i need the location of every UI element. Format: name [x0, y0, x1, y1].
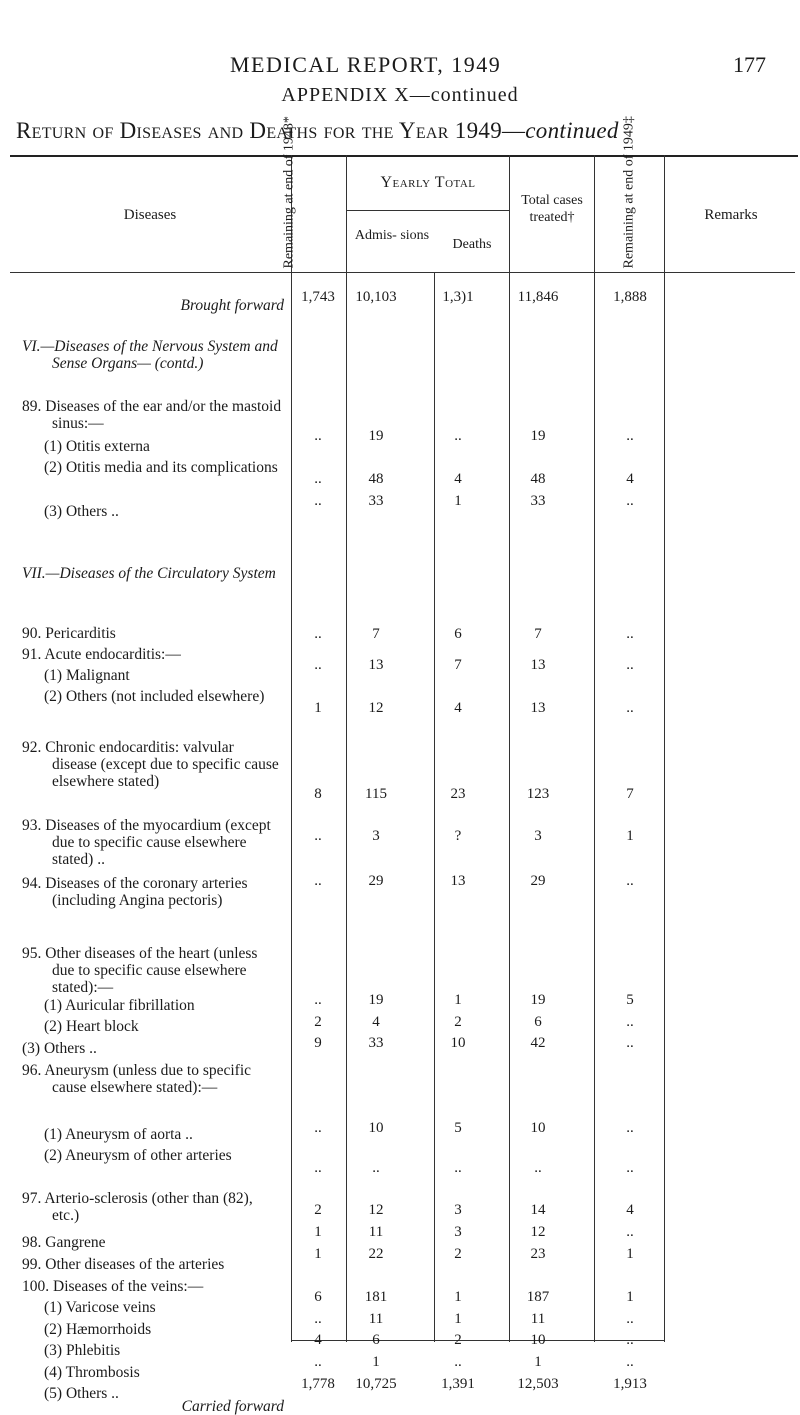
cell-adm: 115 [365, 786, 387, 802]
cell-total: 6 [534, 1014, 542, 1030]
cell-rem49: .. [626, 493, 634, 509]
cell-deaths: .. [454, 428, 462, 444]
cell-rem48: .. [314, 428, 322, 444]
cell-rem49: 1 [626, 1289, 634, 1305]
table-title: Return of Diseases and Deaths for the Year 1949—continued [16, 118, 619, 143]
cell-total: 14 [530, 1202, 546, 1218]
row-label: VI.—Diseases of the Nervous System and Sense Organs— (contd.) [22, 338, 278, 372]
row-label: VII.—Diseases of the Circulatory System [22, 565, 276, 582]
cell-rem48: 6 [314, 1289, 322, 1305]
cell-total: 19 [530, 428, 546, 444]
cell-rem48: 4 [314, 1332, 322, 1348]
cell-rem48: .. [314, 1311, 322, 1327]
cell-rem49: .. [626, 1035, 634, 1051]
row-label: (3) Phlebitis [44, 1342, 121, 1359]
cell-total: 13 [530, 657, 546, 673]
cell-deaths: .. [454, 1160, 462, 1176]
cell-deaths: 2 [454, 1246, 462, 1262]
cell-adm: .. [372, 1160, 380, 1176]
row-label: (3) Others .. [44, 503, 119, 520]
cell-rem49: 5 [626, 992, 634, 1008]
cell-rem49: 1,913 [613, 1376, 647, 1392]
cell-total: .. [534, 1160, 542, 1176]
cell-adm: 11 [368, 1224, 384, 1240]
cell-total: 29 [530, 873, 546, 889]
cell-total: 11,846 [517, 289, 559, 305]
cell-deaths: 2 [454, 1332, 462, 1348]
col-yearly-total: Yearly Total [380, 174, 476, 191]
row-label: (2) Others (not included elsewhere) [44, 688, 265, 705]
cell-rem48: .. [314, 471, 322, 487]
row-label: 92. Chronic endocarditis: valvular disease (except due to specific cause elsewhere stated) [22, 739, 279, 790]
cell-deaths: 23 [450, 786, 466, 802]
col-diseases: Diseases [123, 207, 177, 223]
col-remarks: Remarks [704, 207, 758, 223]
cell-rem48: 2 [314, 1202, 322, 1218]
row-label: Carried forward [181, 1398, 284, 1415]
cell-rem49: .. [626, 700, 634, 716]
cell-rem48: 1 [314, 1224, 322, 1240]
cell-rem48: 2 [314, 1014, 322, 1030]
cell-rem48: 9 [314, 1035, 322, 1051]
cell-total: 48 [530, 471, 546, 487]
row-label: 100. Diseases of the veins:— [22, 1278, 204, 1295]
cell-rem48: 8 [314, 786, 322, 802]
cell-rem49: .. [626, 657, 634, 673]
cell-rem49: .. [626, 626, 634, 642]
cell-deaths: 1,3)1 [442, 289, 474, 305]
cell-adm: 29 [368, 873, 384, 889]
cell-deaths: 2 [454, 1014, 462, 1030]
row-label: 96. Aneurysm (unless due to specific cause elsewhere stated):— [22, 1062, 252, 1096]
row-label: 90. Pericarditis [22, 625, 116, 642]
cell-total: 10 [530, 1120, 546, 1136]
cell-rem48: .. [314, 626, 322, 642]
cell-adm: 12 [368, 1202, 384, 1218]
cell-deaths: 5 [454, 1120, 462, 1136]
cell-adm: 11 [368, 1311, 384, 1327]
cell-adm: 33 [368, 493, 384, 509]
cell-total: 10 [530, 1332, 546, 1348]
cell-rem49: 4 [626, 1202, 634, 1218]
cell-adm: 10 [368, 1120, 384, 1136]
cell-adm: 33 [368, 1035, 384, 1051]
cell-adm: 22 [368, 1246, 384, 1262]
cell-rem48: .. [314, 1354, 322, 1370]
row-label: (1) Varicose veins [44, 1299, 156, 1316]
row-label: 97. Arterio-sclerosis (other than (82), etc.) [22, 1190, 253, 1224]
cell-adm: 12 [368, 700, 384, 716]
cell-deaths: 1 [454, 493, 462, 509]
cell-total: 19 [530, 992, 546, 1008]
cell-deaths: 1 [454, 1289, 462, 1305]
cell-total: 13 [530, 700, 546, 716]
cell-adm: 19 [368, 992, 384, 1008]
cell-adm: 48 [368, 471, 384, 487]
cell-deaths: 6 [454, 626, 462, 642]
cell-rem49: .. [626, 1160, 634, 1176]
cell-total: 23 [530, 1246, 546, 1262]
cell-deaths: 1 [454, 992, 462, 1008]
cell-rem48: .. [314, 873, 322, 889]
row-label: Brought forward [180, 297, 284, 314]
cell-rem49: .. [626, 1014, 634, 1030]
row-label: (1) Auricular fibrillation [44, 997, 195, 1014]
cell-adm: 1 [372, 1354, 380, 1370]
cell-deaths: 3 [454, 1224, 462, 1240]
cell-adm: 13 [368, 657, 384, 673]
cell-rem49: .. [626, 1332, 634, 1348]
row-label: 95. Other diseases of the heart (unless due to specific cause elsewhere stated):— [22, 945, 258, 996]
cell-rem49: 7 [626, 786, 634, 802]
row-label: (2) Heart block [44, 1018, 139, 1035]
cell-total: 3 [534, 828, 542, 844]
cell-rem48: 1 [314, 700, 322, 716]
cell-adm: 7 [372, 626, 380, 642]
row-label: (1) Otitis externa [44, 438, 150, 455]
cell-rem48: .. [314, 657, 322, 673]
col-remaining-1949: Remaining at end of 1949‡ [621, 116, 637, 269]
page-number: 177 [733, 52, 766, 77]
cell-rem49: 1 [626, 1246, 634, 1262]
row-label: (1) Aneurysm of aorta .. [44, 1126, 193, 1143]
cell-rem49: .. [626, 428, 634, 444]
cell-deaths: ? [454, 828, 462, 844]
cell-total: 12 [530, 1224, 546, 1240]
row-label: (2) Otitis media and its complications [44, 459, 278, 476]
appendix-title: APPENDIX X—continued [281, 84, 519, 106]
row-label: (5) Others .. [44, 1385, 119, 1402]
header-bottom-rule [10, 272, 795, 273]
row-label: 93. Diseases of the myocardium (except due to specific cause elsewhere stated) .. [22, 817, 271, 868]
cell-rem49: .. [626, 1120, 634, 1136]
cell-rem49: .. [626, 873, 634, 889]
cell-deaths: 7 [454, 657, 462, 673]
row-label: 98. Gangrene [22, 1234, 106, 1251]
cell-total: 7 [534, 626, 542, 642]
cell-rem48: .. [314, 1120, 322, 1136]
table-top-rule [10, 155, 798, 157]
cell-rem49: .. [626, 1354, 634, 1370]
cell-rem48: 1 [314, 1246, 322, 1262]
row-label: (2) Hæmorrhoids [44, 1321, 152, 1338]
col-deaths: Deaths [452, 237, 492, 252]
cell-adm: 19 [368, 428, 384, 444]
cell-total: 12,503 [517, 1376, 559, 1392]
cell-rem48: .. [314, 992, 322, 1008]
cell-rem49: .. [626, 1311, 634, 1327]
cell-adm: 3 [372, 828, 380, 844]
col-total-cases: Total cases treated† [521, 193, 583, 225]
cell-rem49: .. [626, 1224, 634, 1240]
cell-adm: 181 [364, 1289, 388, 1305]
col-remaining-1948: Remaining at end of 1948* [281, 116, 297, 269]
row-label: (2) Aneurysm of other arteries [44, 1147, 232, 1164]
cell-adm: 10,103 [355, 289, 397, 305]
cell-rem49: 4 [626, 471, 634, 487]
cell-rem48: .. [314, 493, 322, 509]
cell-adm: 6 [372, 1332, 380, 1348]
cell-deaths: 4 [454, 700, 462, 716]
cell-total: 33 [530, 493, 546, 509]
cell-deaths: 1 [454, 1311, 462, 1327]
cell-deaths: 10 [450, 1035, 466, 1051]
row-label: 89. Diseases of the ear and/or the mastoid sinus:— [22, 398, 282, 432]
cell-rem48: 1,743 [301, 289, 335, 305]
cell-total: 42 [530, 1035, 546, 1051]
cell-adm: 4 [372, 1014, 380, 1030]
row-label: (3) Others .. [22, 1040, 97, 1057]
cell-deaths: 4 [454, 471, 462, 487]
cell-deaths: 13 [450, 873, 466, 889]
cell-total: 1 [534, 1354, 542, 1370]
cell-total: 11 [530, 1311, 546, 1327]
cell-total: 123 [526, 786, 550, 802]
row-label: 99. Other diseases of the arteries [22, 1256, 225, 1273]
row-label: (1) Malignant [44, 667, 130, 684]
cell-adm: 10,725 [355, 1376, 397, 1392]
cell-rem49: 1 [626, 828, 634, 844]
row-label: 91. Acute endocarditis:— [22, 646, 181, 663]
yearly-total-rule [346, 210, 509, 211]
cell-total: 187 [526, 1289, 550, 1305]
col-admissions: Admis- sions [354, 228, 430, 243]
report-title: MEDICAL REPORT, 1949 [230, 52, 502, 77]
row-label: 94. Diseases of the coronary arteries (including Angina pectoris) [22, 875, 248, 909]
cell-rem49: 1,888 [613, 289, 647, 305]
cell-deaths: 1,391 [441, 1376, 475, 1392]
cell-rem48: .. [314, 1160, 322, 1176]
cell-deaths: 3 [454, 1202, 462, 1218]
cell-deaths: .. [454, 1354, 462, 1370]
row-label: (4) Thrombosis [44, 1364, 140, 1381]
cell-rem48: .. [314, 828, 322, 844]
cell-rem48: 1,778 [301, 1376, 335, 1392]
